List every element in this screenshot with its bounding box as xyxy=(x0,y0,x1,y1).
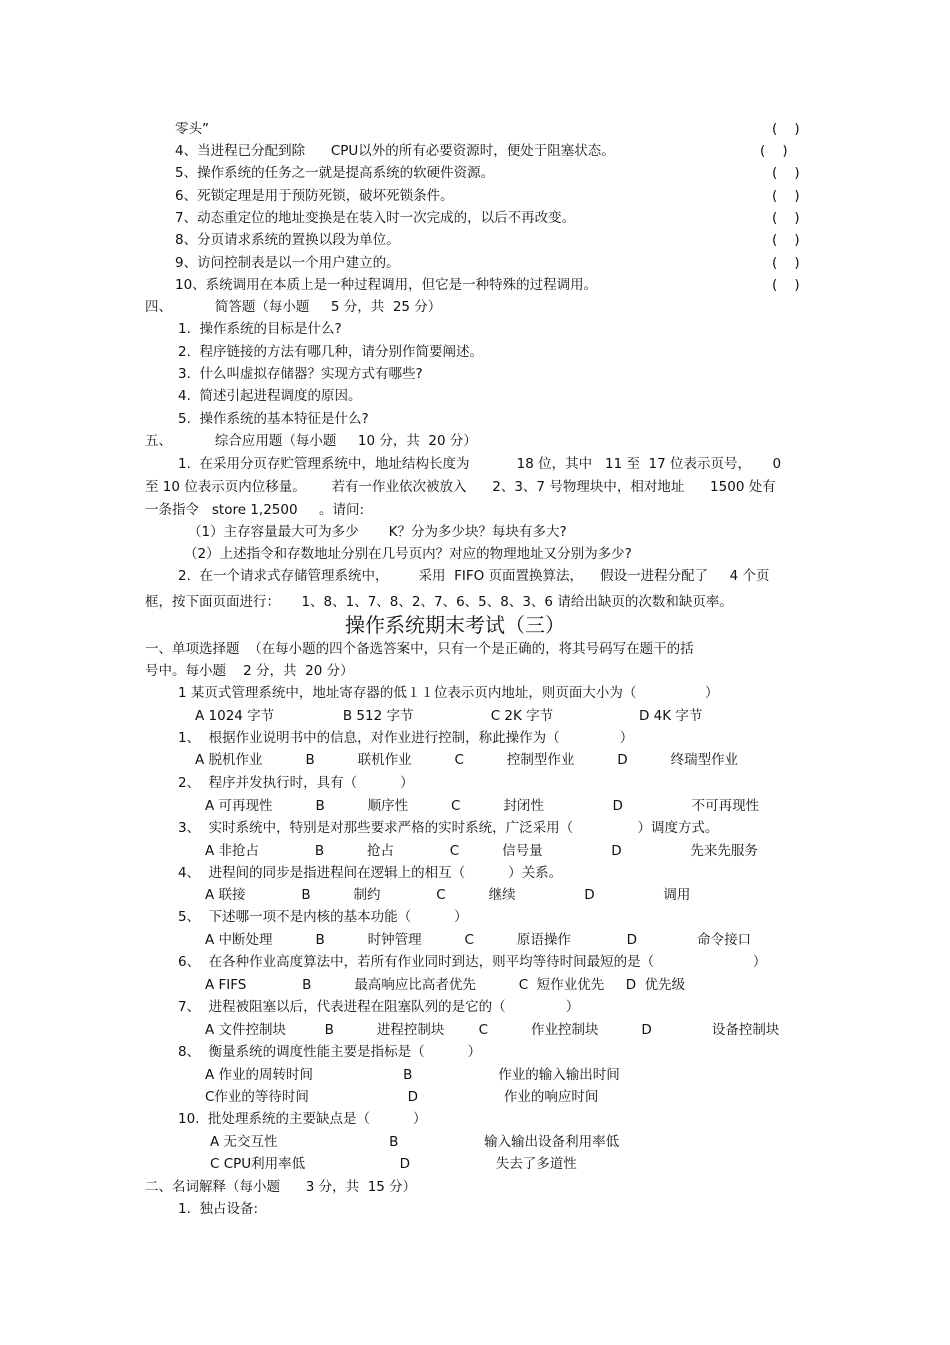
problem-text: 框，按下面页面进行： 1、8、1、7、8、2、7、6、5、8、3、6 请给出缺页的次数和缺页率。 xyxy=(145,594,733,610)
tf-item: 7、动态重定位的地址变换是在装入时一次完成的，以后不再改变。 xyxy=(175,210,576,226)
section-heading: 号中。每小题 2 分，共 20 分） xyxy=(145,663,354,679)
mc-question: 8、 衡量系统的调度性能主要是指标是（ ） xyxy=(178,1044,482,1060)
question-item: 1. 操作系统的目标是什么? xyxy=(178,321,342,337)
tf-item: 6、死锁定理是用于预防死锁，破坏死锁条件。 xyxy=(175,188,454,204)
answer-parenthesis: ( ) xyxy=(760,143,788,159)
answer-parenthesis: ( ) xyxy=(772,255,800,271)
problem-text: 一条指令 store 1,2500 。请问: xyxy=(145,502,365,518)
mc-question: 4、 进程间的同步是指进程间在逻辑上的相互（ ）关系。 xyxy=(178,865,563,881)
answer-parenthesis: ( ) xyxy=(772,165,800,181)
problem-text: 1. 在采用分页存贮管理系统中，地址结构长度为 18 位，其中 11 至 17 位表示页号， 0 xyxy=(178,456,782,472)
mc-question: 7、 进程被阻塞以后，代表进程在阻塞队列的是它的（ ） xyxy=(178,999,580,1015)
sub-question: （2）上述指令和存数地址分别在几号页内？对应的物理地址又分别为多少? xyxy=(184,546,632,562)
mc-options: A 联接 B 制约 C 继续 D 调用 xyxy=(205,887,691,903)
tf-item: 8、分页请求系统的置换以段为单位。 xyxy=(175,232,400,248)
mc-options: A 无交互性 B 输入输出设备利用率低 xyxy=(210,1134,620,1150)
tf-item: 5、操作系统的任务之一就是提高系统的软硬件资源。 xyxy=(175,165,495,181)
section-heading: 一、单项选择题 （在每小题的四个备选答案中，只有一个是正确的，将其号码写在题干的括 xyxy=(145,641,694,657)
tf-item: 9、访问控制表是以一个用户建立的。 xyxy=(175,255,400,271)
problem-text: 至 10 位表示页内位移量。 若有一作业依次被放入 2、3、7 号物理块中，相对地址 1500 处有 xyxy=(145,479,776,495)
section-heading: 五、 综合应用题（每小题 10 分，共 20 分） xyxy=(145,433,477,449)
mc-question: 1 某页式管理系统中，地址寄存器的低１１位表示页内地址，则页面大小为（ ） xyxy=(178,685,719,701)
question-item: 3. 什么叫虚拟存储器？实现方式有哪些? xyxy=(178,366,423,382)
answer-parenthesis: ( ) xyxy=(772,121,800,137)
mc-options: A FIFS B 最高响应比高者优先 C 短作业优先 D 优先级 xyxy=(205,977,686,993)
mc-options: C CPU利用率低 D 失去了多道性 xyxy=(210,1156,577,1172)
question-item: 4. 简述引起进程调度的原因。 xyxy=(178,388,362,404)
mc-options: A 1024 字节 B 512 字节 C 2K 字节 D 4K 字节 xyxy=(195,708,703,724)
answer-parenthesis: ( ) xyxy=(772,210,800,226)
section-heading: 二、名词解释（每小题 3 分，共 15 分） xyxy=(145,1179,417,1195)
section-heading: 四、 简答题（每小题 5 分，共 25 分） xyxy=(145,299,442,315)
mc-options: A 非抢占 B 抢占 C 信号量 D 先来先服务 xyxy=(205,843,758,859)
term-item: 1. 独占设备: xyxy=(178,1201,259,1217)
problem-text: 2. 在一个请求式存储管理系统中， 采用 FIFO 页面置换算法， 假设一进程分配了 4 个页 xyxy=(178,568,770,584)
mc-options: C作业的等待时间 D 作业的响应时间 xyxy=(205,1089,599,1105)
tf-item: 4、当进程已分配到除 CPU以外的所有必要资源时，便处于阻塞状态。 xyxy=(175,143,615,159)
mc-options: A 可再现性 B 顺序性 C 封闭性 D 不可再现性 xyxy=(205,798,760,814)
mc-question: 6、 在各种作业高度算法中，若所有作业同时到达，则平均等待时间最短的是（ ） xyxy=(178,954,767,970)
mc-question: 1、 根据作业说明书中的信息，对作业进行控制，称此操作为（ ） xyxy=(178,730,634,746)
mc-question: 3、 实时系统中，特别是对那些要求严格的实时系统，广泛采用（ ）调度方式。 xyxy=(178,820,719,836)
mc-options: A 作业的周转时间 B 作业的输入输出时间 xyxy=(205,1067,620,1083)
mc-question: 5、 下述哪一项不是内核的基本功能（ ） xyxy=(178,909,468,925)
answer-parenthesis: ( ) xyxy=(772,188,800,204)
tf-item: 零头” xyxy=(175,121,209,137)
question-item: 2. 程序链接的方法有哪几种，请分别作简要阐述。 xyxy=(178,344,483,360)
mc-options: A 中断处理 B 时钟管理 C 原语操作 D 命令接口 xyxy=(205,932,752,948)
mc-options: A 脱机作业 B 联机作业 C 控制型作业 D 终瑞型作业 xyxy=(195,752,739,768)
answer-parenthesis: ( ) xyxy=(772,232,800,248)
tf-item: 10、系统调用在本质上是一种过程调用，但它是一种特殊的过程调用。 xyxy=(175,277,598,293)
answer-parenthesis: ( ) xyxy=(772,277,800,293)
sub-question: （1）主存容量最大可为多少 K？分为多少块？每块有多大? xyxy=(188,524,567,540)
mc-question: 2、 程序并发执行时，具有（ ） xyxy=(178,775,414,791)
question-item: 5. 操作系统的基本特征是什么? xyxy=(178,411,369,427)
mc-options: A 文件控制块 B 进程控制块 C 作业控制块 D 设备控制块 xyxy=(205,1022,780,1038)
mc-question: 10. 批处理系统的主要缺点是（ ） xyxy=(178,1111,427,1127)
exam-title: 操作系统期末考试（三） xyxy=(345,613,565,637)
